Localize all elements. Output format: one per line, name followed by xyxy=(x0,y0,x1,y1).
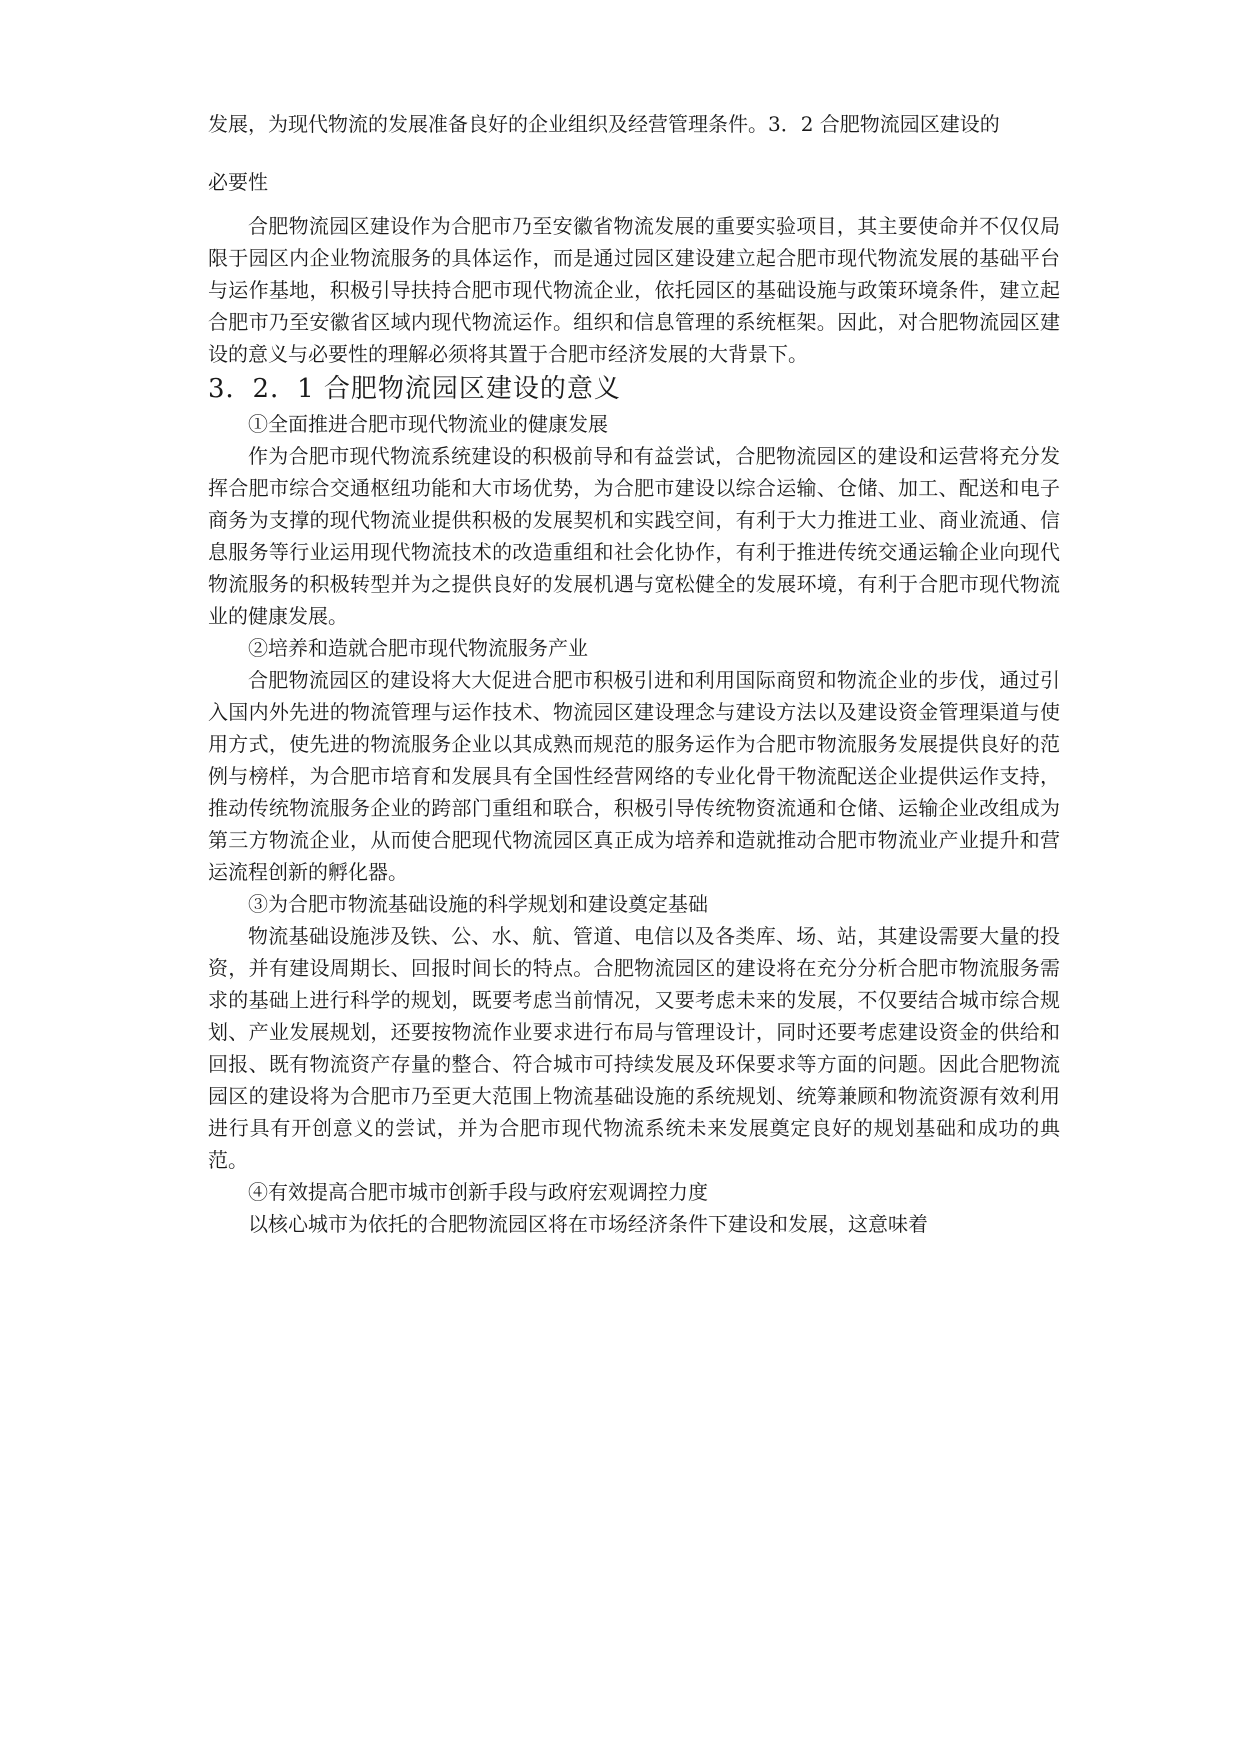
paragraph-necessity: 合肥物流园区建设作为合肥市乃至安徽省物流发展的重要实验项目，其主要使命并不仅仅局限于园区内企业物流服务的具体运作，而是通过园区建设建立起合肥市现代物流发展的基础平台与运作基地，积极引导扶持合肥市现代物流企业，依托园区的基础设施与政策环境条件，建立起合肥市乃至安徽省区域内现代物流运作。组织和信息管理的系统框架。因此，对合肥物流园区建设的意义与必要性的理解必须将其置于合肥市经济发展的大背景下。 xyxy=(208,214,1060,366)
paragraph-4: 以核心城市为依托的合肥物流园区将在市场经济条件下建设和发展，这意味着 xyxy=(248,1212,928,1236)
subheading-2: ②培养和造就合肥市现代物流服务产业 xyxy=(248,636,588,660)
subheading-3: ③为合肥市物流基础设施的科学规划和建设奠定基础 xyxy=(248,892,708,916)
subheading-1: ①全面推进合肥市现代物流业的健康发展 xyxy=(248,412,608,436)
paragraph-2: 合肥物流园区的建设将大大促进合肥市积极引进和利用国际商贸和物流企业的步伐，通过引入国内外先进的物流管理与运作技术、物流园区建设理念与建设方法以及建设资金管理渠道与使用方式，使先进的物流服务企业以其成熟而规范的服务运作为合肥市物流服务发展提供良好的范例与榜样，为合肥市培育和发展具有全国性经营网络的专业化骨干物流配送企业提供运作支持，推动传统物流服务企业的跨部门重组和联合，积极引导传统物资流通和仓储、运输企业改组成为第三方物流企业，从而使合肥现代物流园区真正成为培养和造就推动合肥市物流业产业提升和营运流程创新的孵化器。 xyxy=(208,668,1060,884)
paragraph-3: 物流基础设施涉及铁、公、水、航、管道、电信以及各类库、场、站，其建设需要大量的投资，并有建设周期长、回报时间长的特点。合肥物流园区的建设将在充分分析合肥市物流服务需求的基础上进行科学的规划，既要考虑当前情况，又要考虑未来的发展，不仅要结合城市综合规划、产业发展规划，还要按物流作业要求进行布局与管理设计，同时还要考虑建设资金的供给和回报、既有物流资产存量的整合、符合城市可持续发展及环保要求等方面的问题。因此合肥物流园区的建设将为合肥市乃至更大范围上物流基础设施的系统规划、统筹兼顾和物流资源有效利用进行具有开创意义的尝试，并为合肥市现代物流系统未来发展奠定良好的规划基础和成功的典范。 xyxy=(208,924,1060,1172)
section-heading-3-2-1: 3．2．1 合肥物流园区建设的意义 xyxy=(208,374,621,404)
subheading-4: ④有效提高合肥市城市创新手段与政府宏观调控力度 xyxy=(248,1180,708,1204)
paragraph-1: 作为合肥市现代物流系统建设的积极前导和有益尝试，合肥物流园区的建设和运营将充分发挥合肥市综合交通枢纽功能和大市场优势，为合肥市建设以综合运输、仓储、加工、配送和电子商务为支撑的现代物流业提供积极的发展契机和实践空间，有利于大力推进工业、商业流通、信息服务等行业运用现代物流技术的改造重组和社会化协作，有利于推进传统交通运输企业向现代物流服务的积极转型并为之提供良好的发展机遇与宽松健全的发展环境，有利于合肥市现代物流业的健康发展。 xyxy=(208,444,1060,628)
document-body xyxy=(208,108,1060,1240)
paragraph-continuation-tail: 必要性 xyxy=(208,170,268,194)
paragraph-continuation: 发展，为现代物流的发展准备良好的企业组织及经营管理条件。3．2 合肥物流园区建设的 xyxy=(208,112,1000,136)
